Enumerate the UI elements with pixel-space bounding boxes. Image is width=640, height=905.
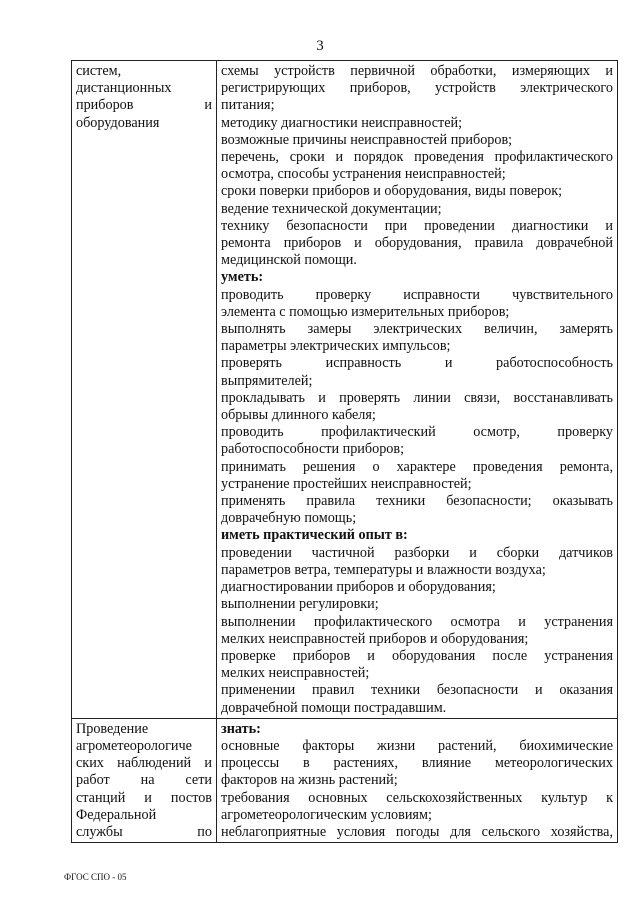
section-title-line: Федеральной [76,806,157,823]
requirement-line: факторов на жизнь растений; [221,772,398,789]
section-title-line: оборудования [76,114,160,131]
section-title-line: службы по [76,823,212,840]
competency-table [71,60,618,843]
section-title-cell [72,718,217,842]
table-row [72,718,618,842]
requirement-line: осмотра, способы устранения неисправностей; [221,166,506,183]
requirement-line: перечень, сроки и порядок проведения профилактического [221,149,613,166]
section-title-line: станций и постов [76,789,212,806]
footer-code: ФГОС СПО - 05 [64,872,127,882]
table-body [72,61,618,843]
requirement-line: устранение простейших неисправностей; [221,475,472,492]
requirement-line: основные факторы жизни растений, биохимические [221,737,613,754]
requirement-line: схемы устройств первичной обработки, измеряющих и [221,63,613,79]
requirement-line: элемента с помощью измерительных приборов; [221,303,510,320]
requirement-line: методику диагностики неисправностей; [221,114,463,131]
requirement-heading: уметь: [221,269,264,286]
requirement-line: принимать решения о характере проведения ремонта, [221,458,613,475]
requirements-cell [217,718,618,842]
requirement-line: процессы в растениях, влияние метеорологических [221,755,613,772]
requirement-line: выпрямителей; [221,372,313,389]
requirement-line: неблагоприятные условия погоды для сельского хозяйства, [221,823,613,840]
requirement-line: агрометеорологическим условиям; [221,806,432,823]
requirement-line: требования основных сельскохозяйственных культур к [221,789,613,806]
section-title-line: Проведение [76,720,149,737]
requirement-line: доврачебную помощь; [221,510,357,527]
requirement-line: сроки поверки приборов и оборудования, виды поверок; [221,183,563,200]
requirement-line: работоспособности приборов; [221,441,405,458]
section-title-line: работ на сети [76,772,212,789]
requirement-line: выполнять замеры электрических величин, замерять [221,321,613,338]
page-number: 3 [316,38,324,54]
requirement-line: технику безопасности при проведении диагностики и [221,217,613,234]
requirement-line: питания; [221,97,275,114]
requirement-line: выполнении профилактического осмотра и устранения [221,613,613,630]
requirement-line: обрывы длинного кабеля; [221,407,376,424]
requirement-line: ремонта приборов и оборудования, правила доврачебной [221,235,613,252]
requirement-line: возможные причины неисправностей приборов; [221,131,513,148]
section-title-line: приборов и [76,97,212,114]
requirement-line: параметры электрических импульсов; [221,338,451,355]
requirement-line: проводить профилактический осмотр, проверку [221,424,613,441]
requirement-line: применять правила техники безопасности; оказывать [221,493,613,510]
table-row [72,61,618,719]
requirement-line: доврачебной помощи пострадавшим. [221,699,447,716]
section-title-line: дистанционных [76,80,172,97]
section-title-line: систем, [76,63,122,79]
requirement-line: ведение технической документации; [221,200,442,217]
requirement-line: мелких неисправностей; [221,665,370,682]
requirement-heading: иметь практический опыт в: [221,527,408,544]
requirement-line: проводить проверку исправности чувствительного [221,286,613,303]
requirement-line: прокладывать и проверять линии связи, восстанавливать [221,389,613,406]
requirement-heading: знать: [221,720,261,737]
requirement-line: диагностировании приборов и оборудования; [221,579,496,596]
section-title-line: ских наблюдений и [76,755,212,772]
requirement-line: проверке приборов и оборудования после устранения [221,647,613,664]
requirement-line: медицинской помощи. [221,252,357,269]
requirement-line: проведении частичной разборки и сборки датчиков [221,544,613,561]
section-title-line: агрометеорологиче [76,737,192,754]
requirement-line: регистрирующих приборов, устройств электрического [221,80,613,97]
requirement-line: параметров ветра, температуры и влажности воздуха; [221,561,546,578]
requirement-line: применении правил техники безопасности и оказания [221,682,613,699]
requirement-line: проверять исправность и работоспособность [221,355,613,372]
requirements-cell [217,61,618,719]
requirement-line: выполнении регулировки; [221,596,379,613]
requirement-line: мелких неисправностей приборов и оборудования; [221,630,529,647]
section-title-cell [72,61,217,719]
